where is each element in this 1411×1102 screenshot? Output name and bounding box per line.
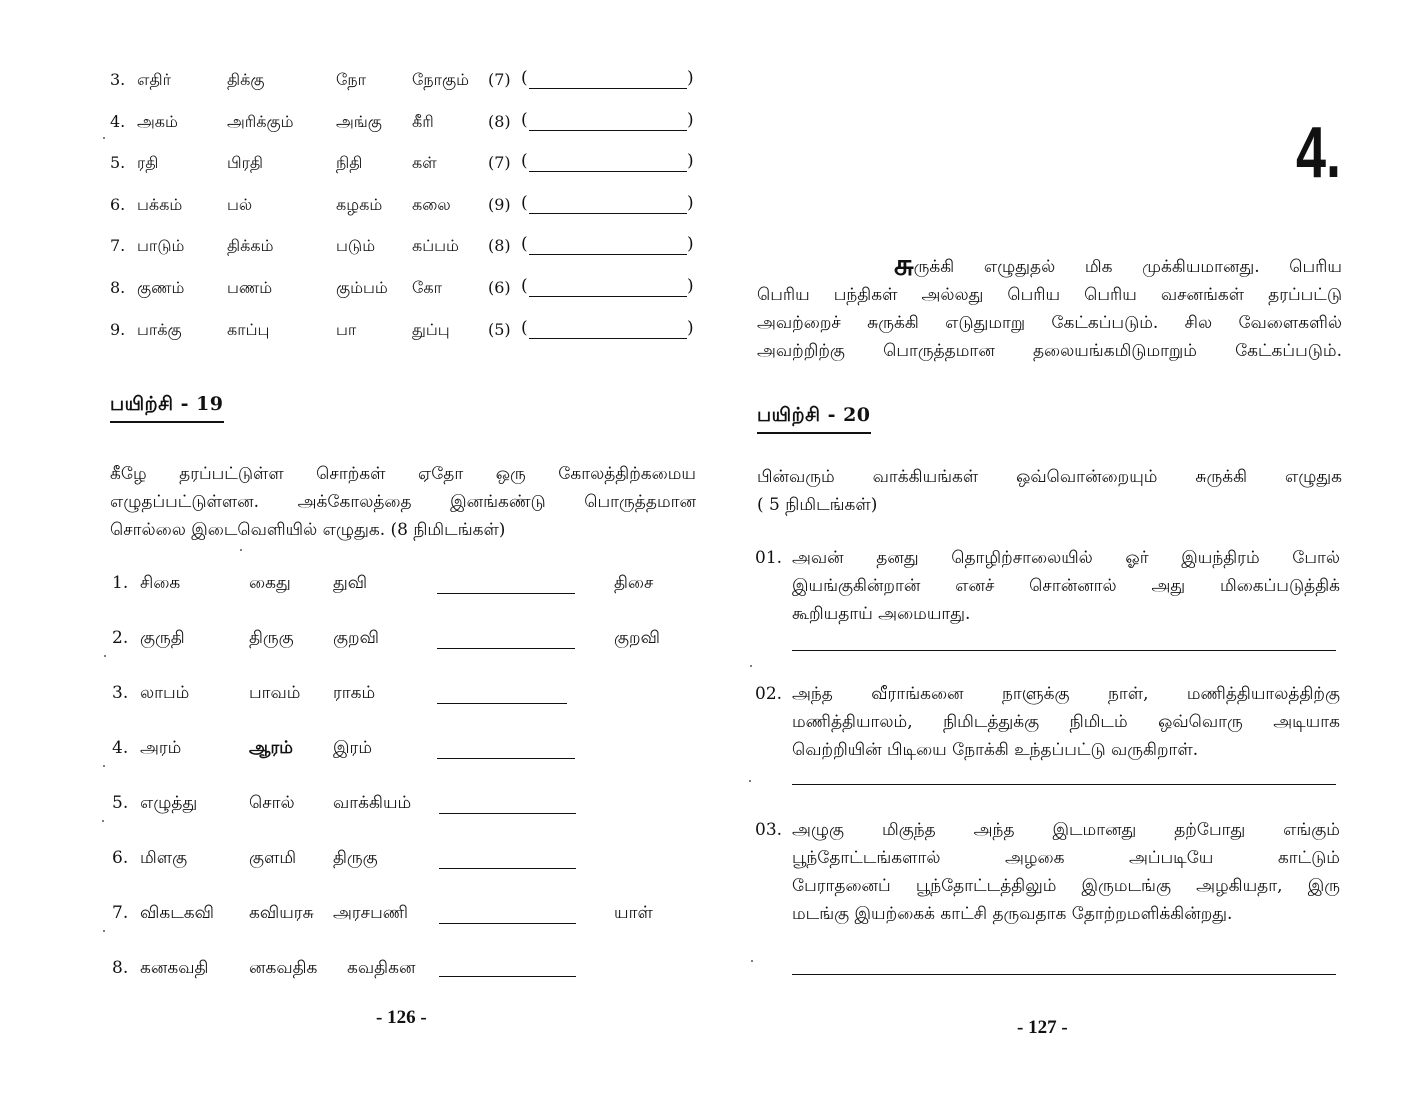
word-1: மிளகு: [140, 848, 188, 868]
row-number: 2.: [112, 628, 129, 648]
instruction-line: கீழே தரப்பட்டுள்ள சொற்கள் ஏதோ ஒரு கோலத்திற்கமைய: [110, 464, 696, 484]
word-3: கவதிகன: [347, 958, 416, 978]
word-3: அங்கு: [336, 112, 382, 131]
word-2: பாவம்: [249, 683, 301, 703]
row-number: 4.: [110, 112, 126, 131]
word-4: கள்: [412, 153, 437, 172]
answer-blank[interactable]: [437, 648, 575, 649]
letter-count: (8): [488, 112, 511, 131]
letter-count: (6): [488, 278, 511, 297]
answer-bracket-open: (: [521, 193, 528, 213]
row-number: 5.: [110, 153, 126, 172]
word-4: நோகும்: [412, 70, 469, 89]
answer-bracket-close: ): [687, 318, 694, 338]
word-1: பாக்கு: [137, 320, 182, 339]
dropcap-letter: சு: [894, 248, 914, 283]
answer-blank[interactable]: [439, 976, 576, 977]
question-text: [792, 816, 1340, 928]
answer-line-02[interactable]: [792, 784, 1336, 785]
answer-bracket-open: (: [521, 234, 528, 254]
word-3: குறவி: [333, 628, 379, 648]
word-3: கழகம்: [336, 195, 383, 214]
answer-blank[interactable]: [529, 254, 687, 255]
word-3: திருகு: [333, 848, 378, 868]
word-1: அகம்: [137, 112, 178, 131]
answer-blank[interactable]: [529, 296, 687, 297]
question-line: மணித்தியாலம், நிமிடத்துக்கு நிமிடம் ஒவ்வொரு அடியாக: [792, 712, 1340, 732]
tail-word: திசை: [614, 573, 654, 593]
word-1: அரம்: [140, 738, 182, 758]
answer-bracket-close: ): [687, 276, 694, 296]
intro-line: அவற்றைச் சுருக்கி எடுதுமாறு கேட்கப்படும். சில வேளைகளில்: [757, 313, 1342, 333]
tail-word: யாள்: [614, 903, 653, 923]
instruction-line: எழுதப்பட்டுள்ளன. அக்கோலத்தை இனங்கண்டு பொருத்தமான: [110, 492, 696, 512]
word-3: அரசபணி: [333, 903, 409, 923]
word-3: பா: [336, 320, 357, 339]
answer-blank[interactable]: [437, 703, 567, 704]
answer-bracket-close: ): [687, 234, 694, 254]
word-1: பக்கம்: [137, 195, 183, 214]
word-2: னகவதிக: [249, 958, 318, 978]
letter-count: (7): [488, 70, 511, 89]
answer-bracket-open: (: [521, 68, 528, 88]
answer-blank[interactable]: [437, 593, 575, 594]
question-line: வெற்றியின் பிடியை நோக்கி உந்தப்பட்டு வருகிறாள்.: [792, 740, 1199, 760]
scan-speck: [751, 960, 753, 962]
question-line: அந்த வீராங்கனை நாளுக்கு நாள், மணித்தியாலத்திற்கு: [792, 684, 1340, 704]
word-1: கனகவதி: [140, 958, 209, 978]
word-2: திக்கம்: [227, 236, 274, 255]
intro-line: அவற்றிற்கு பொருத்தமான தலையங்கமிடுமாறும் கேட்கப்படும்.: [757, 341, 1342, 361]
answer-bracket-close: ): [687, 110, 694, 130]
scan-speck: [749, 780, 751, 782]
word-3: இரம்: [333, 738, 372, 758]
row-number: 6.: [110, 195, 126, 214]
answer-blank[interactable]: [529, 171, 687, 172]
word-1: விகடகவி: [140, 903, 214, 923]
word-4: துப்பு: [412, 320, 450, 339]
word-3: வாக்கியம்: [333, 793, 412, 813]
word-3: படும்: [336, 236, 376, 255]
row-number: 6.: [112, 848, 129, 868]
word-2: அரிக்கும்: [227, 112, 294, 131]
word-2: சொல்: [249, 793, 295, 813]
question-number: 02.: [755, 684, 783, 704]
word-2: கைது: [249, 573, 291, 593]
word-2: காப்பு: [227, 320, 270, 339]
answer-bracket-close: ): [687, 151, 694, 171]
word-2: பிரதி: [227, 153, 263, 172]
word-3: நிதி: [336, 153, 363, 172]
word-2: குளமி: [249, 848, 297, 868]
question-line: கூறியதாய் அமையாது.: [792, 604, 971, 624]
answer-line-01[interactable]: [792, 650, 1336, 651]
answer-blank[interactable]: [529, 213, 687, 214]
question-number: 03.: [755, 820, 783, 840]
answer-blank[interactable]: [529, 338, 687, 339]
row-number: 8.: [112, 958, 129, 978]
exercise-20-instructions: [757, 463, 1342, 519]
chapter-number: 4.: [1295, 113, 1341, 193]
question-line: இயங்குகின்றான் எனச் சொன்னால் அது மிகைப்படுத்திக்: [792, 576, 1340, 596]
word-2: திருகு: [249, 628, 294, 648]
question-line: அழுகு மிகுந்த அந்த இடமானது தற்போது எங்கும்: [792, 820, 1340, 840]
answer-blank[interactable]: [529, 130, 687, 131]
row-number: 3.: [110, 70, 126, 89]
word-3: கும்பம்: [336, 278, 388, 297]
page-number: - 127 -: [1017, 1017, 1068, 1038]
word-1: எதிர்: [137, 70, 171, 89]
answer-blank[interactable]: [529, 88, 687, 89]
word-4: கப்பம்: [412, 236, 459, 255]
answer-bracket-open: (: [521, 151, 528, 171]
word-2: ஆரம்: [249, 738, 293, 758]
exercise-20-heading: பயிற்சி - 20: [757, 404, 871, 434]
row-number: 4.: [112, 738, 129, 758]
question-line: பூந்தோட்டங்களால் அழகை அப்படியே காட்டும்: [792, 848, 1340, 868]
word-3: நோ: [336, 70, 366, 89]
letter-count: (7): [488, 153, 511, 172]
answer-bracket-close: ): [687, 68, 694, 88]
word-1: பாடும்: [137, 236, 185, 255]
word-1: ரதி: [137, 153, 159, 172]
question-text: [792, 680, 1340, 764]
scan-speck: [103, 765, 105, 767]
word-4: கீரி: [412, 112, 434, 131]
answer-line-03[interactable]: [792, 974, 1336, 975]
word-1: எழுத்து: [140, 793, 198, 813]
scan-speck: [750, 665, 752, 667]
answer-blank[interactable]: [439, 923, 576, 924]
word-3: ராகம்: [333, 683, 376, 703]
word-1: சிகை: [140, 573, 181, 593]
question-number: 01.: [755, 548, 783, 568]
word-4: கலை: [412, 195, 451, 214]
row-number: 3.: [112, 683, 129, 703]
row-number: 7.: [112, 903, 129, 923]
word-4: கோ: [412, 278, 442, 297]
scan-speck: [103, 930, 105, 932]
intro-paragraph: [757, 248, 1342, 365]
question-line: பேராதனைப் பூந்தோட்டத்திலும் இருமடங்கு அழகியதா, இரு: [792, 876, 1340, 896]
exercise-19-heading: பயிற்சி - 19: [110, 393, 224, 423]
instruction-line: சொல்லை இடைவெளியில் எழுதுக. (8 நிமிடங்கள்): [110, 520, 506, 540]
answer-bracket-open: (: [521, 276, 528, 296]
right-page: [705, 0, 1411, 1102]
letter-count: (5): [488, 320, 511, 339]
row-number: 5.: [112, 793, 129, 813]
left-page: [0, 0, 705, 1102]
row-number: 8.: [110, 278, 126, 297]
question-line: அவன் தனது தொழிற்சாலையில் ஓர் இயந்திரம் போல்: [792, 548, 1340, 568]
letter-count: (9): [488, 195, 511, 214]
intro-line-text: ருக்கி எழுதுதல் மிக முக்கியமானது. பெரிய: [913, 257, 1342, 277]
answer-blank[interactable]: [439, 868, 576, 869]
word-1: குருதி: [140, 628, 185, 648]
answer-blank[interactable]: [437, 758, 575, 759]
instruction-line: ( 5 நிமிடங்கள்): [757, 495, 878, 515]
word-2: பல்: [227, 195, 253, 214]
word-2: திக்கு: [227, 70, 265, 89]
scan-speck: [104, 655, 106, 657]
scan-speck: [240, 549, 242, 551]
word-1: குணம்: [137, 278, 185, 297]
page-number: - 126 -: [376, 1007, 427, 1028]
row-number: 7.: [110, 236, 126, 255]
row-number: 1.: [112, 573, 129, 593]
intro-line-1: [757, 248, 1342, 283]
intro-line: பெரிய பந்திகள் அல்லது பெரிய பெரிய வசனங்கள் தரப்பட்டு: [757, 285, 1342, 305]
scan-speck: [102, 820, 104, 822]
answer-bracket-open: (: [521, 110, 528, 130]
letter-count: (8): [488, 236, 511, 255]
instruction-line: பின்வரும் வாக்கியங்கள் ஒவ்வொன்றையும் சுருக்கி எழுதுக: [757, 467, 1342, 487]
word-3: துவி: [333, 573, 368, 593]
answer-bracket-close: ): [687, 193, 694, 213]
scan-speck: [103, 137, 105, 139]
question-text: [792, 544, 1340, 628]
tail-word: குறவி: [614, 628, 660, 648]
answer-bracket-open: (: [521, 318, 528, 338]
word-1: லாபம்: [140, 683, 190, 703]
question-line: மடங்கு இயற்கைக் காட்சி தருவதாக தோற்றமளிக்கின்றது.: [792, 904, 1233, 924]
answer-blank[interactable]: [439, 813, 576, 814]
exercise-19-instructions: [110, 460, 696, 544]
word-2: பணம்: [227, 278, 273, 297]
row-number: 9.: [110, 320, 126, 339]
word-2: கவியரசு: [249, 903, 314, 923]
